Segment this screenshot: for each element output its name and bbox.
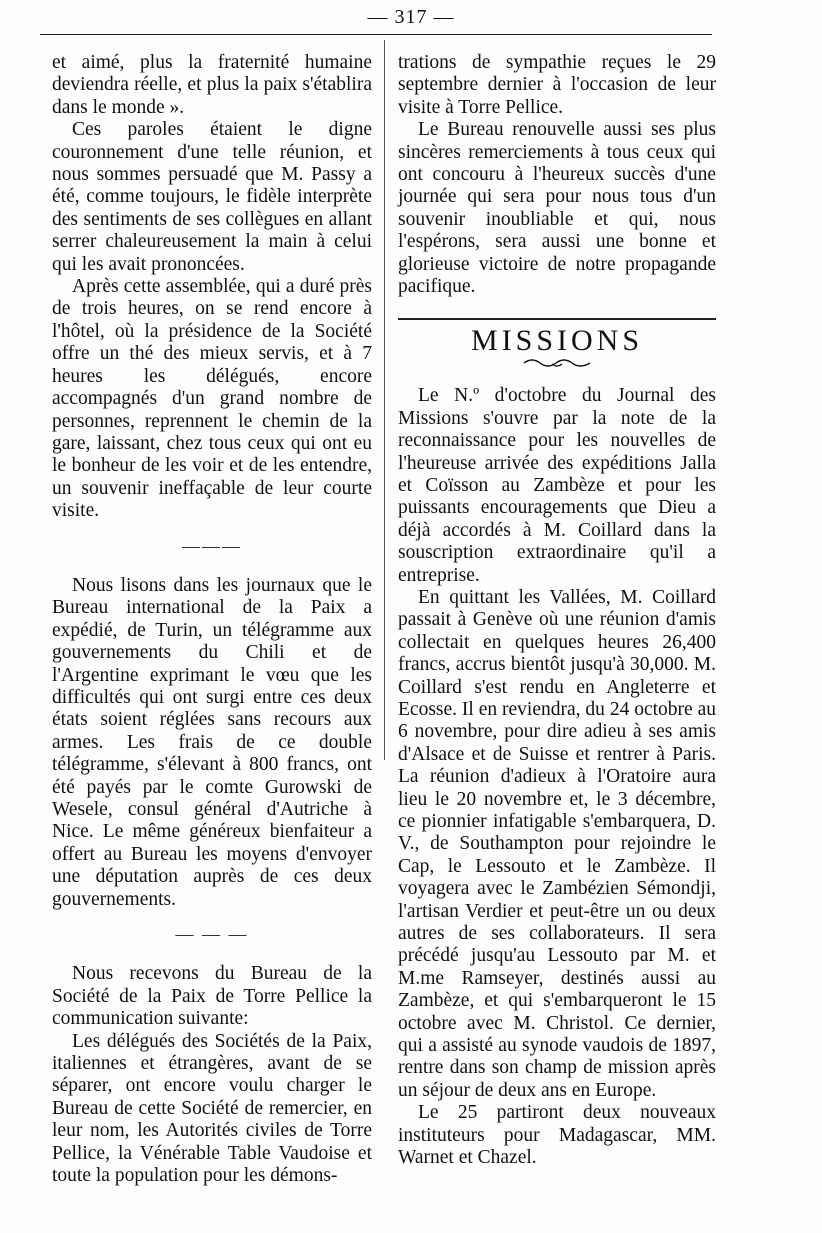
page-number: — 317 — [367,6,455,28]
ornament-flourish-icon [398,353,716,375]
right-column [398,52,716,1170]
section-title: MISSIONS [470,324,644,358]
separator-mark: — — — [175,924,249,945]
separator [52,535,372,557]
column-divider [384,40,385,760]
paragraph: Le Bureau renouvelle aussi ses plus sincères remerciements à tous ceux qui ont concouru à l'heureux succès d'une journée qui sera pour nous tous d'un souvenir inoubliable et qui, nous l'espérons, sera aussi une bonne et glorieuse victoire de notre propagande pacifique. [398,119,716,298]
paragraph: Ces paroles étaient le digne couronnement d'une telle réunion, et nous sommes persuadé que M. Passy a été, comme toujours, le fidèle interprète des sentiments de ses collègues en allant serrer chaleureusement la main à celui qui les avait prononcées. [52,119,372,275]
header-rule [40,34,712,35]
paragraph: Nous lisons dans les journaux que le Bureau international de la Paix a expédié, de Turin, un télégramme aux gouvernements du Chili et de l'Argentine exprimant le vœu que les difficultés qui ont surgi entre ces deux états soient réglées sans recours aux armes. Les frais de ce double télégramme, s'élevant à 800 francs, ont été payés par le comte Gurowski de Wesele, consul général d'Autriche à Nice. Le même généreux bienfaiteur a offert au Bureau les moyens d'envoyer une députation auprès de ces deux gouvernements. [52,574,372,910]
paragraph: Nous recevons du Bureau de la Société de la Paix de Torre Pellice la communication suivante: [52,963,372,1030]
left-column [52,52,372,1188]
paragraph: Après cette assemblée, qui a duré près de trois heures, on se rend encore à l'hôtel, où la présidence de la Société offre un thé des mieux servis, et à 7 heures les délégués, encore accompagnés d'un grand nombre de personnes, reprennent le chemin de la gare, laissant, chez tous ceux qui ont eu le bonheur de les voir et de les entendre, un souvenir ineffaçable de leur courte visite. [52,276,372,522]
separator-mark: ——— [182,535,242,556]
paragraph: En quittant les Vallées, M. Coillard passait à Genève où une réunion d'amis collectait en quelques heures 26,400 francs, accrus bientôt jusqu'à 30,000. M. Coillard s'est rendu en Angleterre et Ecosse. Il en reviendra, du 24 octobre au 6 novembre, pour dire adieu à ses amis d'Alsace et de Suisse et rentrer à Paris. La réunion d'adieux à l'Oratoire aura lieu le 20 novembre et, le 3 décembre, ce pionnier infatigable s'embarquera, D. V., de Southampton pour rejoindre le Cap, le Lessouto et le Zambèze. Il voyagera avec le Zambézien Sémondji, l'artisan Verdier et peut-être un ou deux autres de ses collaborateurs. Il sera précédé jusqu'au Lessouto par M. et M.me Ramseyer, destinés aussi au Zambèze, et qui s'embarqueront le 15 octobre avec M. Christol. Ce dernier, qui a assisté au synode vaudois de 1897, rentre dans son champ de mission après un séjour de deux ans en Europe. [398,586,716,1101]
paragraph: Les délégués des Sociétés de la Paix, italiennes et étrangères, avant de se séparer, ont encore voulu charger le Bureau de cette Société de remercier, en leur nom, les Autorités civiles de Torre Pellice, la Vénérable Table Vaudoise et toute la population pour les démons- [52,1030,372,1187]
paragraph: et aimé, plus la fraternité humaine deviendra réelle, et plus la paix s'établira dans le monde ». [52,52,372,118]
section-rule [398,318,716,320]
paragraph: Le N.º d'octobre du Journal des Missions s'ouvre par la note de la reconnaissance pour les nouvelles de l'heureuse arrivée des expéditions Jalla et Coïsson au Zambèze et pour les puissants encouragements que Dieu a déjà accordés à M. Coillard dans la souscription extraordinaire qu'il a entreprise. [398,385,716,586]
paragraph: trations de sympathie reçues le 29 septembre dernier à l'occasion de leur visite à Torre Pellice. [398,52,716,118]
paragraph: Le 25 partiront deux nouveaux instituteurs pour Madagascar, MM. Warnet et Chazel. [398,1102,716,1169]
separator [52,923,372,945]
flourish-icon [522,355,592,369]
